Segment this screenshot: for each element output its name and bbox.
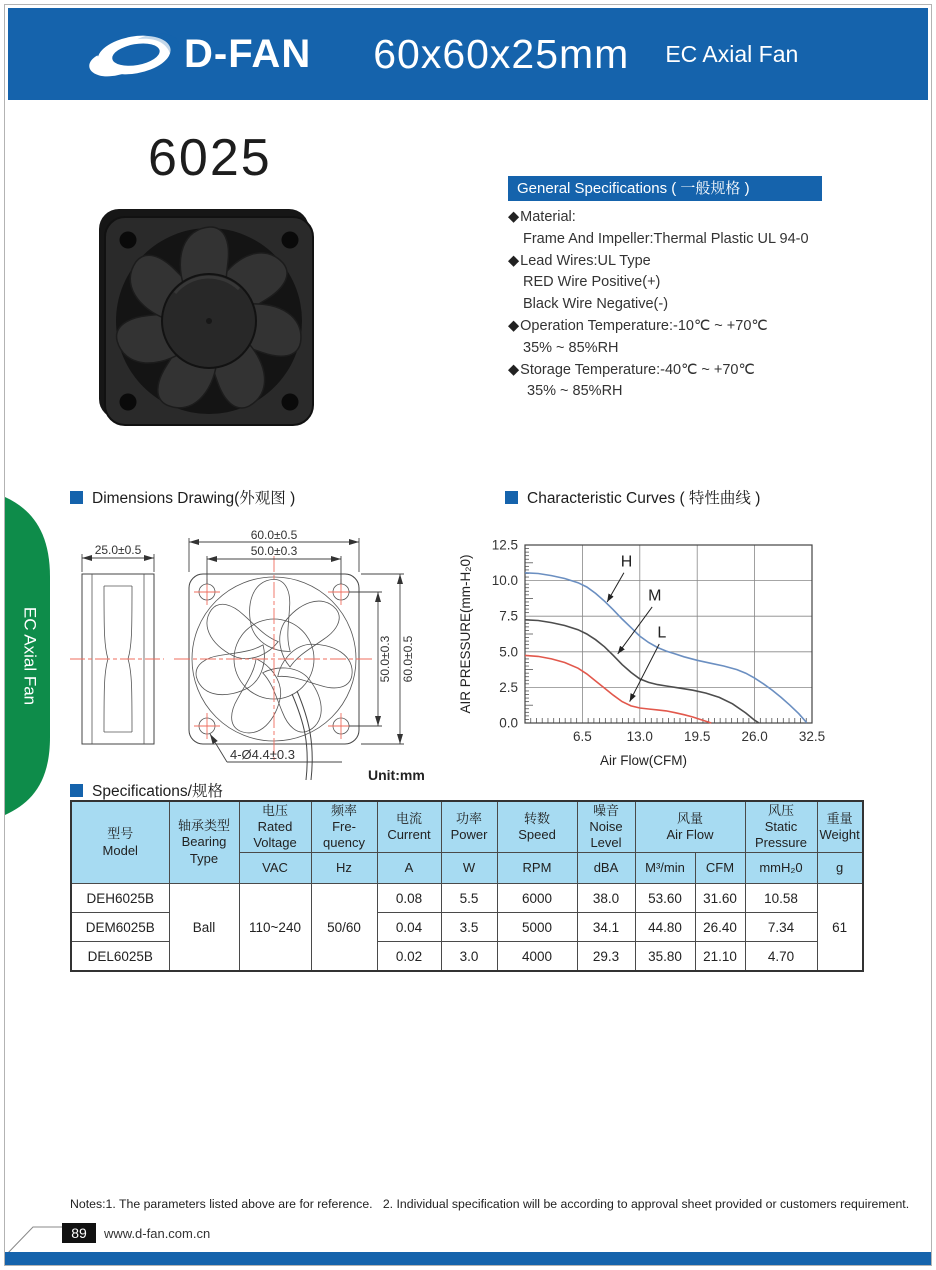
col-header-noise: 噪音 Noise Level bbox=[577, 801, 635, 853]
unit-w: W bbox=[441, 853, 497, 884]
curve-label-M: M bbox=[648, 587, 662, 605]
model-number-title: 6025 bbox=[148, 129, 272, 187]
general-specs-list bbox=[508, 207, 908, 403]
cell-speed: 4000 bbox=[497, 942, 577, 972]
side-tab bbox=[5, 495, 55, 817]
cell-airflow-cfm: 26.40 bbox=[695, 913, 745, 942]
brand-logo bbox=[86, 26, 311, 82]
cell-pressure: 10.58 bbox=[745, 884, 817, 913]
diamond-bullet-icon: ◆ bbox=[508, 209, 520, 225]
cell-airflow-cfm: 21.10 bbox=[695, 942, 745, 972]
cell-noise: 34.1 bbox=[577, 913, 635, 942]
cell-noise: 29.3 bbox=[577, 942, 635, 972]
spec-line bbox=[508, 360, 908, 382]
cell-airflow-m3: 53.60 bbox=[635, 884, 695, 913]
cell-airflow-m3: 35.80 bbox=[635, 942, 695, 972]
fan-swirl-logo-icon bbox=[86, 26, 182, 82]
cell-power: 5.5 bbox=[441, 884, 497, 913]
diamond-bullet-icon: ◆ bbox=[508, 252, 520, 269]
y-tick-label: 2.5 bbox=[499, 679, 518, 695]
x-tick-label: 32.5 bbox=[798, 729, 826, 744]
cell-pressure: 4.70 bbox=[745, 942, 817, 972]
spec-line-text: Black Wire Negative(-) bbox=[523, 296, 669, 313]
table-row bbox=[71, 884, 863, 913]
cell-current: 0.08 bbox=[377, 884, 441, 913]
leader-line-L bbox=[630, 644, 660, 702]
spec-line bbox=[508, 207, 908, 229]
curve-label-L: L bbox=[657, 624, 667, 642]
col-header-pressure: 风压 Static Pressure bbox=[745, 801, 817, 853]
x-tick-label: 13.0 bbox=[626, 729, 653, 744]
cell-power: 3.5 bbox=[441, 913, 497, 942]
curve-H bbox=[525, 573, 807, 723]
front-view bbox=[174, 528, 415, 780]
y-tick-label: 12.5 bbox=[491, 537, 518, 553]
col-header-current: 电流 Current bbox=[377, 801, 441, 853]
unit-g: g bbox=[817, 853, 863, 884]
col-header-power: 功率 Power bbox=[441, 801, 497, 853]
dim-holes-label: 4-Ø4.4±0.3 bbox=[230, 747, 295, 762]
dimensions-drawing bbox=[52, 528, 456, 788]
dim-hole-pitch-top-label: 50.0±0.3 bbox=[250, 544, 298, 558]
cell-model: DEL6025B bbox=[71, 942, 169, 972]
x-tick-label: 19.5 bbox=[684, 729, 711, 744]
curve-label-H: H bbox=[620, 553, 633, 571]
cell-bearing: Ball bbox=[169, 884, 239, 972]
cell-current: 0.02 bbox=[377, 942, 441, 972]
dim-hole-pitch-right-label: 50.0±0.3 bbox=[378, 635, 392, 683]
specifications-table bbox=[70, 800, 864, 972]
side-view bbox=[70, 543, 164, 744]
page-title-size: 60x60x25mm bbox=[373, 30, 630, 77]
cell-noise: 38.0 bbox=[577, 884, 635, 913]
section-curves-label: Characteristic Curves ( 特性曲线 ) bbox=[527, 490, 761, 507]
dim-width-label: 60.0±0.5 bbox=[250, 528, 298, 542]
website-text: www.d-fan.com.cn bbox=[104, 1226, 211, 1241]
col-header-frequency: 频率 Fre-quency bbox=[311, 801, 377, 853]
cell-weight: 61 bbox=[817, 884, 863, 972]
cell-airflow-m3: 44.80 bbox=[635, 913, 695, 942]
spec-line bbox=[508, 381, 908, 403]
y-tick-label: 7.5 bbox=[499, 608, 518, 624]
col-header-airflow: 风量 Air Flow bbox=[635, 801, 745, 853]
spec-line-text: RED Wire Positive(+) bbox=[523, 274, 661, 291]
cell-voltage: 110~240 bbox=[239, 884, 311, 972]
cell-power: 3.0 bbox=[441, 942, 497, 972]
section-curves-header bbox=[505, 486, 760, 508]
cell-current: 0.04 bbox=[377, 913, 441, 942]
y-tick-label: 10.0 bbox=[491, 573, 518, 589]
y-tick-label: 5.0 bbox=[499, 644, 518, 660]
col-header-model: 型号 Model bbox=[71, 801, 169, 884]
spec-line-text: Storage Temperature:-40℃ ~ +70℃ bbox=[520, 361, 755, 378]
unit-m3min: M³/min bbox=[635, 853, 695, 884]
y-axis-title: AIR PRESSURE(mm-H₂0) bbox=[458, 554, 473, 714]
leader-line-H bbox=[607, 573, 624, 602]
col-header-bearing: 轴承类型 Bearing Type bbox=[169, 801, 239, 884]
x-tick-label: 26.0 bbox=[741, 729, 768, 744]
brand-name: D-FAN bbox=[184, 31, 312, 76]
unit-cfm: CFM bbox=[695, 853, 745, 884]
unit-vac: VAC bbox=[239, 853, 311, 884]
unit-rpm: RPM bbox=[497, 853, 577, 884]
cell-speed: 6000 bbox=[497, 884, 577, 913]
x-axis-title: Air Flow(CFM) bbox=[600, 753, 687, 768]
section-specifications-label: Specifications/规格 bbox=[92, 783, 223, 800]
page-number-badge: 89 bbox=[62, 1223, 96, 1243]
spec-line-text: Material: bbox=[520, 209, 576, 225]
spec-line bbox=[508, 294, 908, 316]
cell-model: DEM6025B bbox=[71, 913, 169, 942]
cell-airflow-cfm: 31.60 bbox=[695, 884, 745, 913]
col-header-weight: 重量 Weight bbox=[817, 801, 863, 853]
spec-line bbox=[508, 251, 908, 273]
unit-hz: Hz bbox=[311, 853, 377, 884]
spec-line bbox=[508, 316, 908, 338]
spec-line-text: Operation Temperature:-10℃ ~ +70℃ bbox=[520, 317, 768, 334]
cell-model: DEH6025B bbox=[71, 884, 169, 913]
header-bar bbox=[8, 8, 928, 100]
y-tick-label: 0.0 bbox=[499, 715, 518, 731]
leader-line-M bbox=[618, 607, 652, 654]
x-tick-label: 6.5 bbox=[573, 729, 592, 744]
dim-depth-label: 25.0±0.5 bbox=[94, 543, 142, 557]
blue-square-icon bbox=[70, 491, 83, 504]
spec-line bbox=[508, 272, 908, 294]
section-dimensions-header bbox=[70, 486, 295, 508]
cell-speed: 5000 bbox=[497, 913, 577, 942]
col-header-voltage: 电压 Rated Voltage bbox=[239, 801, 311, 853]
spec-line-text: Lead Wires:UL Type bbox=[520, 252, 651, 269]
bottom-blue-bar bbox=[5, 1252, 931, 1265]
product-type-label: EC Axial Fan bbox=[665, 40, 799, 67]
diamond-bullet-icon: ◆ bbox=[508, 361, 520, 378]
diamond-bullet-icon: ◆ bbox=[508, 317, 520, 334]
spec-line-text: 35% ~ 85%RH bbox=[523, 339, 619, 356]
plot-border bbox=[525, 545, 812, 723]
blue-square-icon bbox=[505, 491, 518, 504]
product-photo-fan bbox=[95, 203, 327, 439]
unit-a: A bbox=[377, 853, 441, 884]
unit-mmh2o: mmH₂0 bbox=[745, 853, 817, 884]
general-specs-title: General Specifications ( 一般规格 ) bbox=[508, 176, 822, 201]
spec-line bbox=[508, 229, 908, 251]
col-header-speed: 转数 Speed bbox=[497, 801, 577, 853]
dim-height-label: 60.0±0.5 bbox=[401, 635, 415, 683]
side-tab-label: EC Axial Fan bbox=[20, 606, 40, 706]
spec-line-text: Frame And Impeller:Thermal Plastic UL 94-0 bbox=[523, 230, 809, 247]
unit-dba: dBA bbox=[577, 853, 635, 884]
blue-square-icon bbox=[70, 784, 83, 797]
section-specifications-header bbox=[70, 779, 223, 801]
cell-pressure: 7.34 bbox=[745, 913, 817, 942]
spec-line-text: 35% ~ 85%RH bbox=[527, 383, 623, 400]
cell-frequency: 50/60 bbox=[311, 884, 377, 972]
section-dimensions-label: Dimensions Drawing(外观图 ) bbox=[92, 490, 296, 507]
unit-label: Unit:mm bbox=[368, 767, 425, 783]
notes-text: Notes:1. The parameters listed above are for reference. 2. Individual specification will be according to approval sheet provided or customers requirement. bbox=[70, 1197, 910, 1211]
characteristic-curves-chart bbox=[450, 530, 932, 780]
spec-line bbox=[508, 338, 908, 360]
